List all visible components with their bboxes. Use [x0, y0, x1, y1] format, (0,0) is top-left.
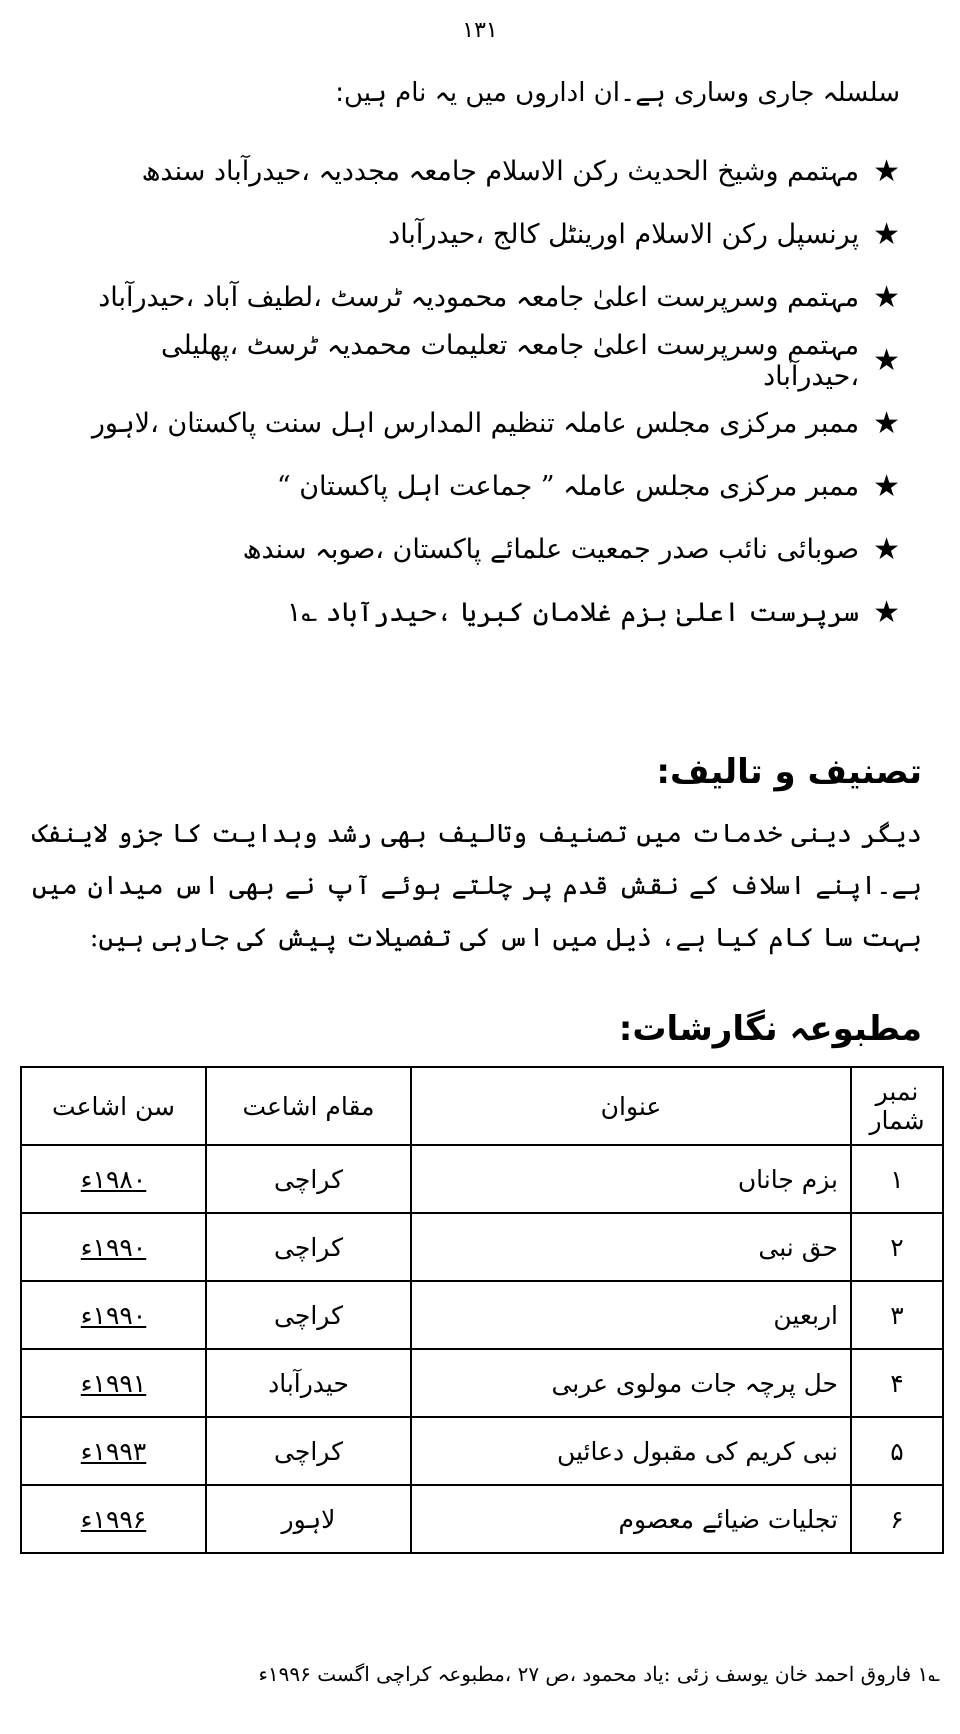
star-icon: ★	[873, 595, 900, 630]
table-row	[21, 1213, 943, 1281]
intro-line: سلسلہ جاری وساری ہے۔ان اداروں میں یہ نام ہیں:	[335, 78, 900, 108]
cell-year: ۱۹۸۰ء	[21, 1145, 206, 1213]
cell-place: کراچی	[206, 1417, 411, 1485]
section-heading-publications: مطبوعہ نگارشات:	[618, 1009, 922, 1049]
cell-place: حیدرآباد	[206, 1349, 411, 1417]
cell-title: اربعین	[411, 1281, 851, 1349]
list-item: ★ مہتمم وسرپرست اعلیٰ جامعہ تعلیمات محمدیہ ٹرسٹ ،پھلیلی ،حیدرآباد	[160, 329, 900, 392]
cell-year: ۱۹۹۶ء	[21, 1485, 206, 1553]
cell-year: ۱۹۹۰ء	[21, 1281, 206, 1349]
star-icon: ★	[873, 154, 900, 189]
star-icon: ★	[873, 469, 900, 504]
cell-place: کراچی	[206, 1213, 411, 1281]
cell-serial: ۴	[851, 1349, 943, 1417]
list-item: ★ ممبر مرکزی مجلس عاملہ ” جماعت اہل پاکستان “	[276, 469, 900, 504]
list-item: ★ مہتمم وشیخ الحدیث رکن الاسلام جامعہ مجددیہ ،حیدرآباد سندھ	[141, 154, 900, 189]
cell-year: ۱۹۹۳ء	[21, 1417, 206, 1485]
cell-serial: ۳	[851, 1281, 943, 1349]
page-number: ١٣١	[462, 18, 498, 43]
cell-year: ۱۹۹۰ء	[21, 1213, 206, 1281]
list-item: ★ مہتمم وسرپرست اعلیٰ جامعہ محمودیہ ٹرسٹ ،لطیف آباد ،حیدرآباد	[98, 280, 900, 315]
header-serial: نمبر شمار	[851, 1067, 943, 1145]
list-item: ★ پرنسپل رکن الاسلام اورینٹل کالج ،حیدرآباد	[388, 217, 900, 252]
table-row	[21, 1145, 943, 1213]
table-row	[21, 1485, 943, 1553]
list-item: ★ سرپرست اعلیٰ بزم غلامان کبریا ،حیدرآباد ؎۱	[286, 595, 900, 630]
star-icon: ★	[873, 406, 900, 441]
table-row	[21, 1417, 943, 1485]
cell-serial: ۶	[851, 1485, 943, 1553]
cell-title: حق نبی	[411, 1213, 851, 1281]
star-icon: ★	[873, 343, 900, 378]
header-place: مقام اشاعت	[206, 1067, 411, 1145]
star-icon: ★	[873, 280, 900, 315]
positions-list	[60, 140, 900, 644]
cell-title: نبی کریم کی مقبول دعائیں	[411, 1417, 851, 1485]
list-item: ★ صوبائی نائب صدر جمعیت علمائے پاکستان ،صوبہ سندھ	[242, 532, 900, 567]
cell-title: حل پرچہ جات مولوی عربی	[411, 1349, 851, 1417]
star-icon: ★	[873, 217, 900, 252]
cell-place: کراچی	[206, 1145, 411, 1213]
cell-title: بزم جاناں	[411, 1145, 851, 1213]
header-year: سن اشاعت	[21, 1067, 206, 1145]
cell-serial: ۲	[851, 1213, 943, 1281]
table-row	[21, 1349, 943, 1417]
section-heading-authorship: تصنیف و تالیف:	[656, 752, 922, 792]
publications-table	[20, 1066, 944, 1554]
cell-serial: ۵	[851, 1417, 943, 1485]
cell-title: تجلیات ضیائے معصوم	[411, 1485, 851, 1553]
cell-place: کراچی	[206, 1281, 411, 1349]
table-header-row	[21, 1067, 943, 1145]
cell-year: ۱۹۹۱ء	[21, 1349, 206, 1417]
header-title: عنوان	[411, 1067, 851, 1145]
star-icon: ★	[873, 532, 900, 567]
footnote: ؎۱ فاروق احمد خان یوسف زئی :یاد محمود ،ص ۲۷ ،مطبوعہ کراچی اگست ۱۹۹۶ء	[258, 1662, 940, 1686]
table-row	[21, 1281, 943, 1349]
list-item: ★ ممبر مرکزی مجلس عاملہ تنظیم المدارس اہل سنت پاکستان ،لاہور	[91, 406, 900, 441]
cell-serial: ۱	[851, 1145, 943, 1213]
cell-place: لاہور	[206, 1485, 411, 1553]
authorship-paragraph: دیگر دینی خدمات میں تصنیف وتالیف بھی رشد وہدایت کا جزو لاینفک ہے۔اپنے اسلاف کے نقش قدم پر چلتے ہوئے آپ نے بھی اس میدان میں بہت سا کام کیا ہے، ذیل میں اس کی تفصیلات پیش کی جارہی ہیں:	[32, 819, 922, 953]
